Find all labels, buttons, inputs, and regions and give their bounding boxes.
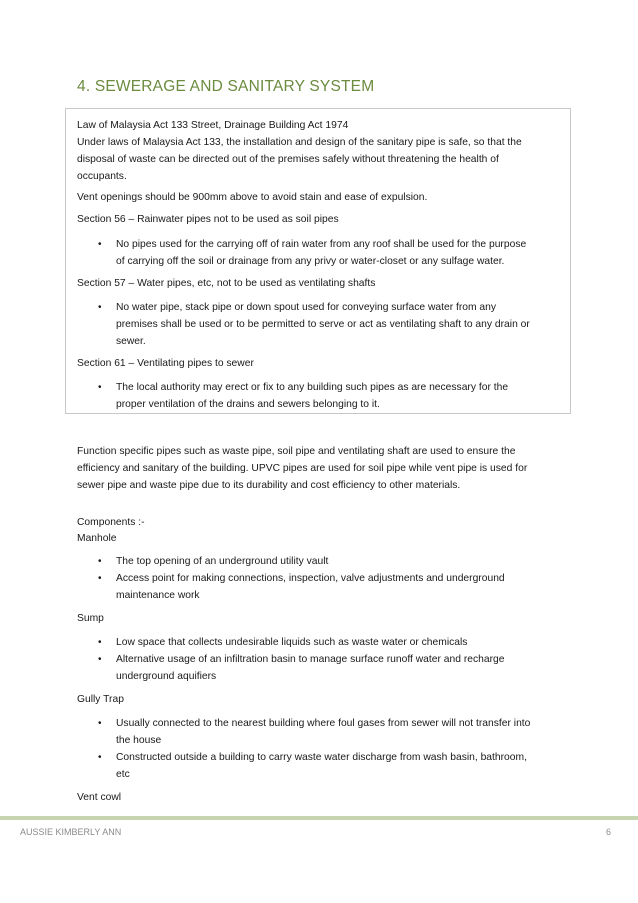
bullet-icon: •	[98, 573, 102, 584]
bullet-icon: •	[98, 654, 102, 665]
manhole-bullet-line: The top opening of an underground utility vault	[116, 556, 329, 567]
bullet-icon: •	[98, 382, 102, 393]
bullet-icon: •	[98, 752, 102, 763]
section-56-bullet-line: of carrying off the soil or drainage from any privy or water-closet or any sulfage water.	[116, 256, 505, 267]
footer-rule	[0, 816, 638, 820]
sump-bullet-line: Low space that collects undesirable liquids such as waste water or chemicals	[116, 637, 468, 648]
section-61-bullet-line: The local authority may erect or fix to any building such pipes as are necessary for the	[116, 382, 509, 393]
law-intro-line: disposal of waste can be directed out of the premises safely without threatening the health of	[77, 154, 499, 165]
page-title: 4. SEWERAGE AND SANITARY SYSTEM	[77, 78, 375, 95]
section-57-bullet-line: No water pipe, stack pipe or down spout used for conveying surface water from any	[116, 302, 497, 313]
gully-trap-bullet-line: etc	[116, 769, 130, 780]
section-56-title: Section 56 – Rainwater pipes not to be used as soil pipes	[77, 214, 339, 225]
manhole-bullet-line: Access point for making connections, inspection, valve adjustments and underground	[116, 573, 505, 584]
function-paragraph-line: sewer pipe and waste pipe due to its durability and cost efficiency to other materials.	[77, 480, 461, 491]
function-paragraph-line: Function specific pipes such as waste pipe, soil pipe and ventilating shaft are used to ensure the	[77, 446, 516, 457]
vent-note: Vent openings should be 900mm above to avoid stain and ease of expulsion.	[77, 192, 428, 203]
gully-trap-bullet-line: the house	[116, 735, 162, 746]
sump-bullet-line: underground aquifiers	[116, 671, 217, 682]
manhole-bullet-line: maintenance work	[116, 590, 200, 601]
section-56-bullet-line: No pipes used for the carrying off of rain water from any roof shall be used for the purpose	[116, 239, 527, 250]
components-label: Components :-	[77, 517, 145, 528]
law-intro-line: occupants.	[77, 171, 127, 182]
manhole-title: Manhole	[77, 533, 117, 544]
gully-trap-title: Gully Trap	[77, 694, 124, 705]
sump-title: Sump	[77, 613, 104, 624]
sump-bullet-line: Alternative usage of an infiltration basin to manage surface runoff water and recharge	[116, 654, 505, 665]
bullet-icon: •	[98, 637, 102, 648]
function-paragraph-line: efficiency and sanitary of the building. UPVC pipes are used for soil pipe while vent pipe is used for	[77, 463, 528, 474]
bullet-icon: •	[98, 302, 102, 313]
bullet-icon: •	[98, 239, 102, 250]
bullet-icon: •	[98, 556, 102, 567]
section-61-bullet-line: proper ventilation of the drains and sewers belonging to it.	[116, 399, 380, 410]
gully-trap-bullet-line: Usually connected to the nearest building where foul gases from sewer will not transfer into	[116, 718, 531, 729]
law-title: Law of Malaysia Act 133 Street, Drainage Building Act 1974	[77, 120, 349, 131]
section-61-title: Section 61 – Ventilating pipes to sewer	[77, 358, 254, 369]
vent-cowl-title: Vent cowl	[77, 792, 122, 803]
law-intro-line: Under laws of Malaysia Act 133, the installation and design of the sanitary pipe is safe, so that the	[77, 137, 522, 148]
bullet-icon: •	[98, 718, 102, 729]
section-57-bullet-line: premises shall be used or to be permitted to serve or act as ventilating shaft to any drain or	[116, 319, 530, 330]
section-57-bullet-line: sewer.	[116, 336, 146, 347]
footer-author: AUSSIE KIMBERLY ANN	[20, 827, 122, 837]
page-number: 6	[605, 827, 611, 837]
gully-trap-bullet-line: Constructed outside a building to carry waste water discharge from wash basin, bathroom,	[116, 752, 527, 763]
section-57-title: Section 57 – Water pipes, etc, not to be used as ventilating shafts	[77, 278, 376, 289]
